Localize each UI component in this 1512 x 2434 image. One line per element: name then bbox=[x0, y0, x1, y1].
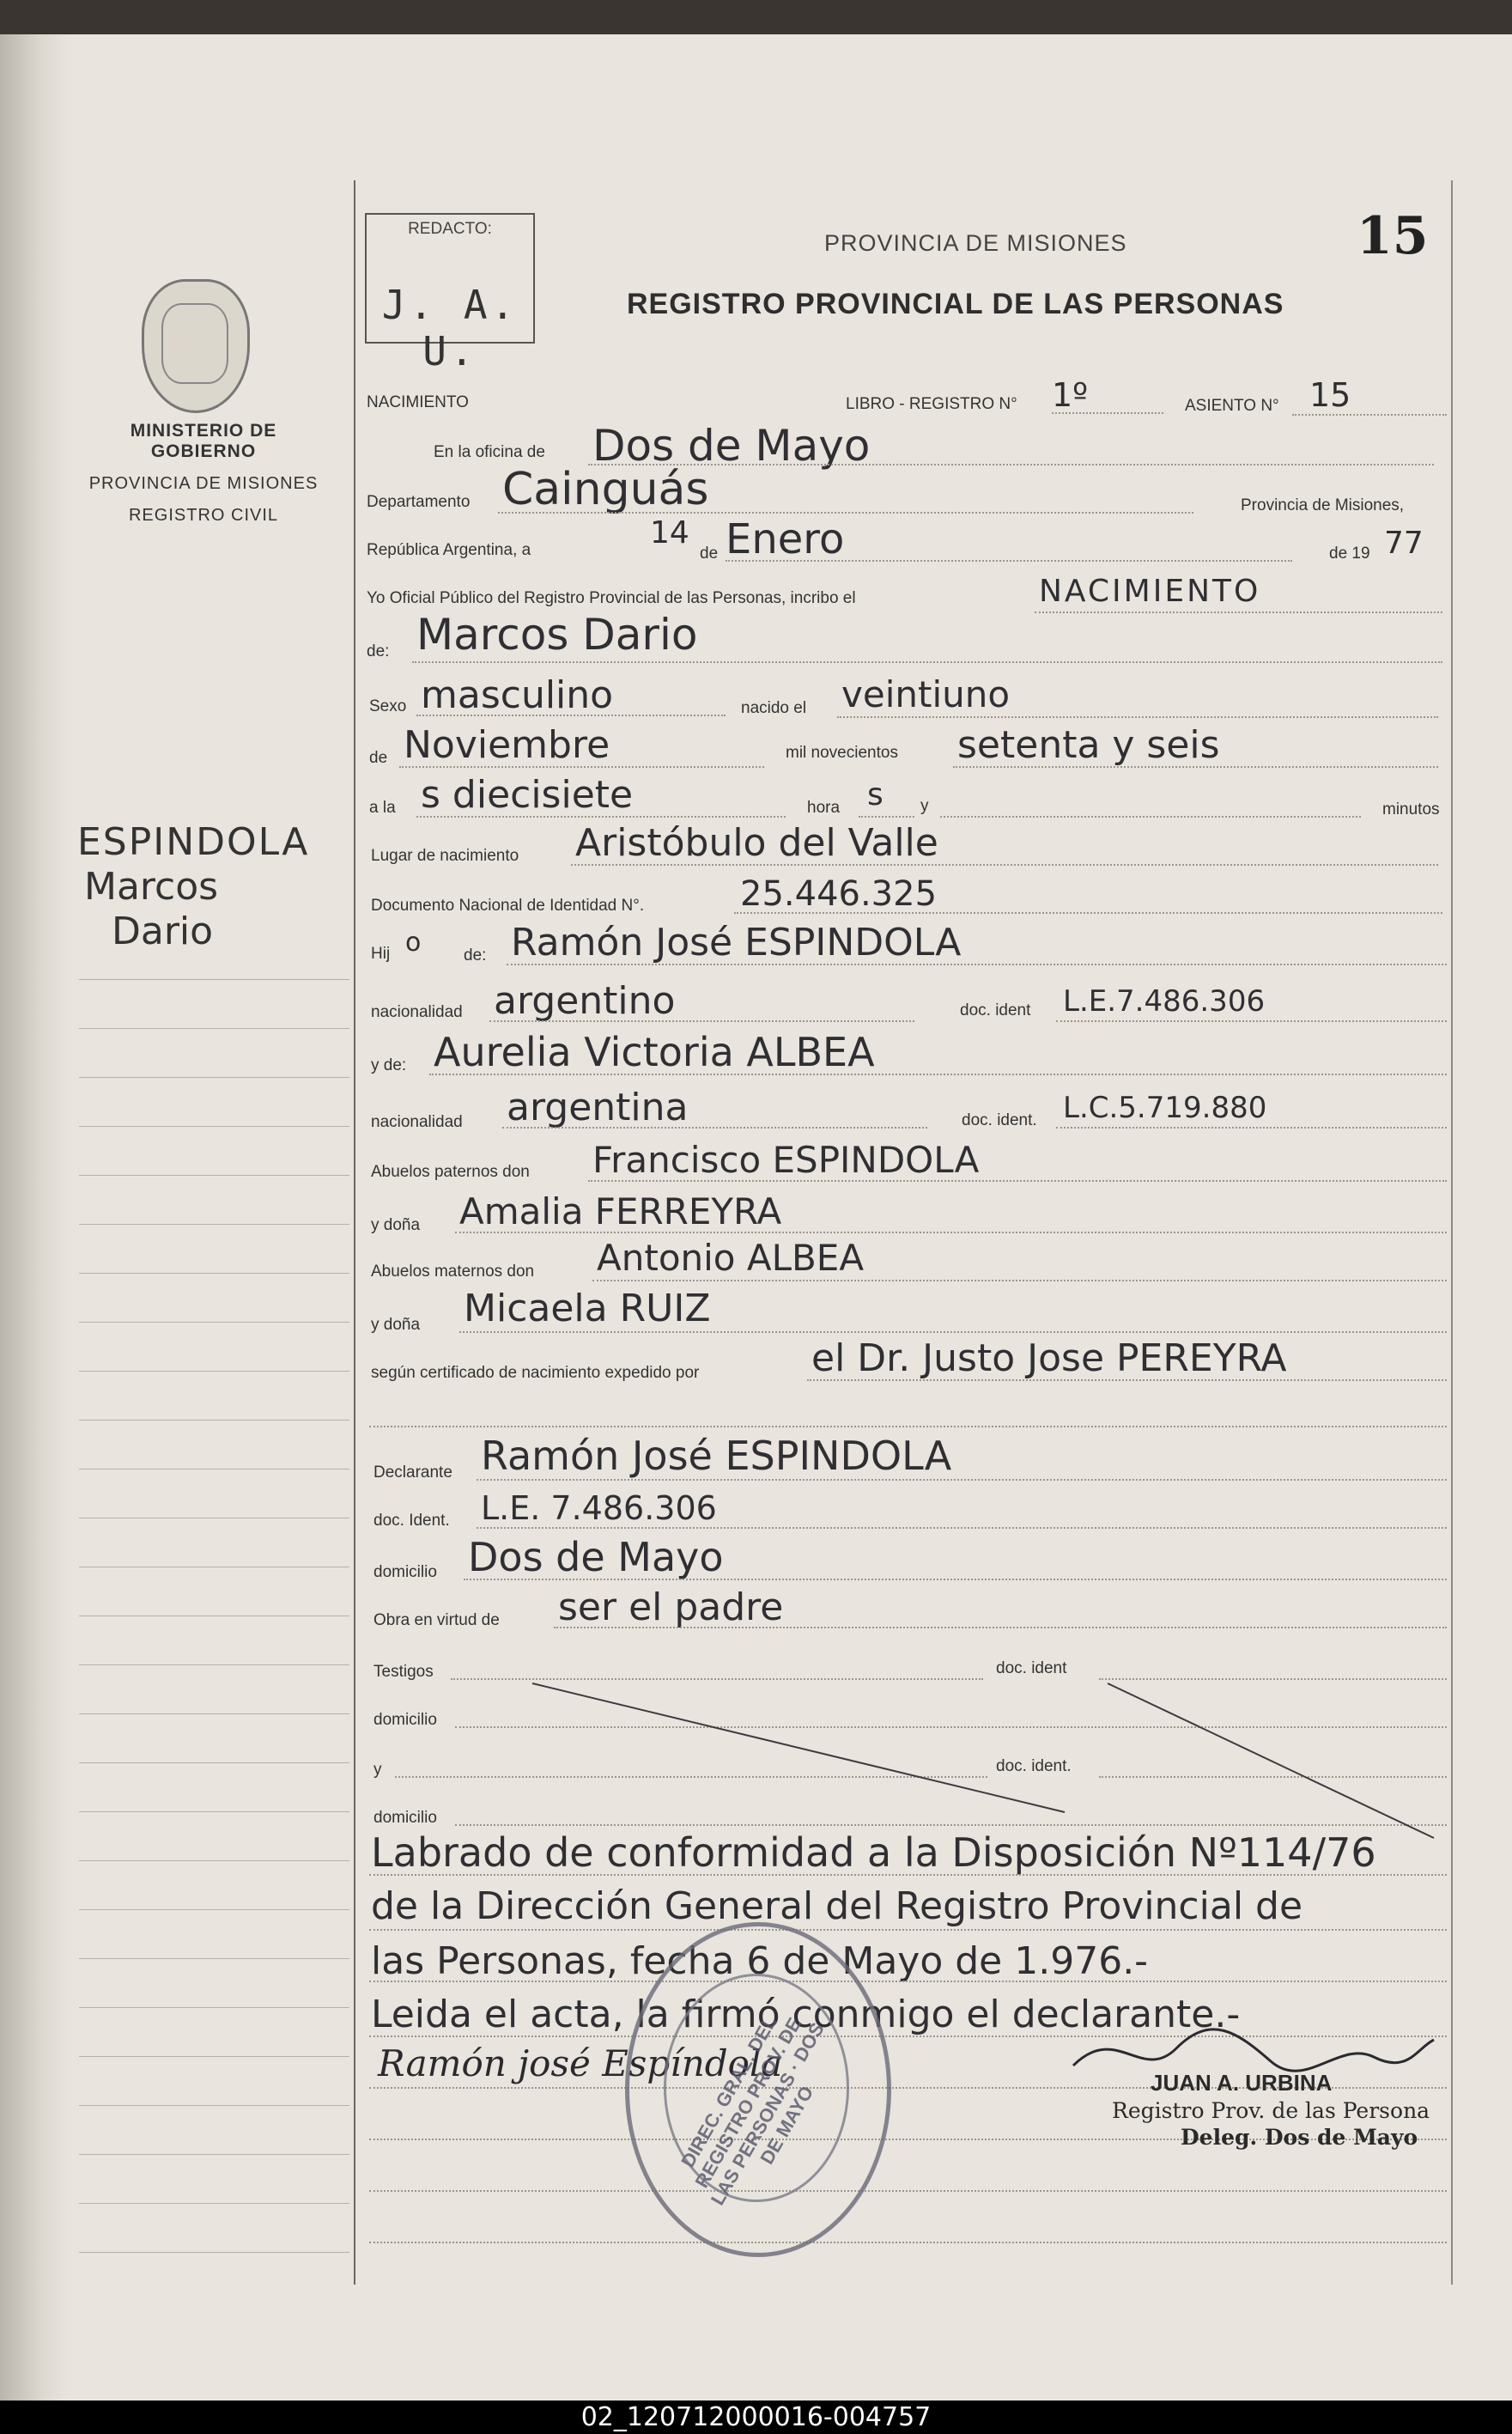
margin-ledger-line bbox=[79, 1028, 349, 1029]
libro-label: LIBRO - REGISTRO N° bbox=[846, 395, 1017, 413]
nacionalidad-madre-value: argentina bbox=[507, 1086, 689, 1129]
y-de-label: y de: bbox=[371, 1056, 407, 1074]
anio-value: 77 bbox=[1384, 526, 1424, 561]
registry-heading: REGISTRO PROVINCIAL DE LAS PERSONAS bbox=[627, 288, 1284, 320]
departamento-value: Cainguás bbox=[502, 464, 709, 515]
abuela-paterna-value: Amalia FERREYRA bbox=[459, 1190, 782, 1232]
mes-nacimiento-value: Noviembre bbox=[404, 723, 610, 767]
ministry-registry: REGISTRO CIVIL bbox=[128, 506, 279, 525]
margin-ledger-line bbox=[79, 1664, 349, 1665]
abuelos-paternos-label: Abuelos paternos don bbox=[371, 1163, 530, 1181]
y2-label: y bbox=[373, 1761, 382, 1779]
nacimiento-label: NACIMIENTO bbox=[367, 393, 469, 411]
margin-ledger-line bbox=[79, 1322, 349, 1323]
margin-second-name: Dario bbox=[112, 910, 214, 953]
redacto-label: REDACTO: bbox=[408, 220, 492, 238]
nacionalidad-label: nacionalidad bbox=[371, 1003, 463, 1021]
a-la-label: a la bbox=[369, 799, 396, 817]
ministry-block bbox=[79, 421, 328, 526]
margin-ledger-line bbox=[79, 1811, 349, 1812]
sexo-label: Sexo bbox=[369, 697, 407, 715]
anio-nacimiento-value: setenta y seis bbox=[957, 723, 1220, 767]
margin-ledger-line bbox=[79, 1273, 349, 1274]
certificado-value: el Dr. Justo Jose PEREYRA bbox=[811, 1336, 1287, 1380]
hijo-label: Hij bbox=[371, 945, 391, 963]
nacido-label: nacido el bbox=[741, 699, 807, 717]
redacto-box bbox=[365, 213, 535, 374]
note-line-1: Labrado de conformidad a la Disposición Nº114/76 bbox=[371, 1829, 1376, 1876]
page-number: 15 bbox=[1357, 206, 1429, 266]
margin-ledger-line bbox=[79, 1713, 349, 1714]
coat-of-arms-emblem bbox=[142, 279, 250, 413]
documento-value: 25.446.325 bbox=[740, 874, 938, 914]
margin-ledger-line bbox=[79, 2203, 349, 2204]
de2-label: de: bbox=[367, 642, 390, 660]
ministry-title: MINISTERIO DE GOBIERNO bbox=[130, 421, 277, 461]
note-line-3: las Personas, fecha 6 de Mayo de 1.976.- bbox=[371, 1939, 1149, 1983]
nacionalidad2-label: nacionalidad bbox=[371, 1113, 463, 1131]
right-frame-line bbox=[1451, 180, 1453, 2285]
de3-label: de bbox=[369, 749, 388, 767]
margin-name-note bbox=[77, 820, 309, 954]
obra-label: Obra en virtud de bbox=[373, 1611, 500, 1629]
hora-s-value: s bbox=[867, 777, 884, 812]
madre-value: Aurelia Victoria ALBEA bbox=[434, 1029, 875, 1075]
ministry-province: PROVINCIA DE MISIONES bbox=[88, 474, 319, 493]
margin-ledger-line bbox=[79, 1909, 349, 1910]
lugar-value: Aristóbulo del Valle bbox=[575, 821, 938, 865]
margin-ledger-line bbox=[79, 1469, 349, 1470]
margin-ledger-line bbox=[79, 1860, 349, 1861]
asiento-label: ASIENTO N° bbox=[1185, 397, 1279, 415]
abuelo-paterno-value: Francisco ESPINDOLA bbox=[592, 1139, 980, 1181]
doc-ident3-label: doc. Ident. bbox=[373, 1512, 450, 1530]
asiento-value: 15 bbox=[1309, 376, 1351, 414]
de-label: de bbox=[700, 545, 719, 563]
oficina-value: Dos de Mayo bbox=[592, 421, 871, 471]
dia-value: 14 bbox=[650, 515, 689, 551]
cancellation-strokes bbox=[361, 1666, 1460, 1855]
image-caption: 02_120712000016-004757 bbox=[0, 2401, 1512, 2434]
domicilio3-label: domicilio bbox=[373, 1809, 437, 1827]
margin-first-name: Marcos bbox=[84, 865, 219, 909]
inscribo-value: NACIMIENTO bbox=[1039, 574, 1261, 609]
margin-ledger-line bbox=[79, 2007, 349, 2008]
doc-madre-value: L.C.5.719.880 bbox=[1063, 1091, 1267, 1125]
margin-ledger-line bbox=[79, 1762, 349, 1763]
nacido-value: veintiuno bbox=[841, 673, 1011, 715]
margin-ledger-line bbox=[79, 1958, 349, 1959]
hora-label: hora bbox=[807, 799, 841, 817]
official-title-2: Deleg. Dos de Mayo bbox=[1181, 2125, 1418, 2150]
province-heading: PROVINCIA DE MISIONES bbox=[824, 230, 1127, 256]
declarant-signature: Ramón josé Espíndola bbox=[378, 2042, 783, 2084]
margin-ledger-line bbox=[79, 2105, 349, 2106]
abuelo-materno-value: Antonio ALBEA bbox=[597, 1237, 865, 1279]
doc-ident4-label: doc. ident bbox=[996, 1659, 1067, 1677]
hora-value: s diecisiete bbox=[421, 773, 634, 817]
mes-value: Enero bbox=[726, 515, 845, 563]
lugar-label: Lugar de nacimiento bbox=[371, 847, 519, 865]
margin-ledger-line bbox=[79, 1175, 349, 1176]
testigos-label: Testigos bbox=[373, 1663, 434, 1681]
declarante-label: Declarante bbox=[373, 1463, 452, 1482]
abuela-materna-value: Micaela RUIZ bbox=[464, 1287, 711, 1330]
margin-ledger-line bbox=[79, 1077, 349, 1078]
mil-novecientos-label: mil novecientos bbox=[786, 744, 898, 762]
obra-value: ser el padre bbox=[558, 1585, 784, 1629]
departamento-label: Departamento bbox=[367, 493, 471, 511]
nacionalidad-padre-value: argentino bbox=[494, 979, 676, 1023]
left-frame-line bbox=[354, 180, 355, 2285]
note-line-2: de la Dirección General del Registro Provincial de bbox=[371, 1884, 1303, 1928]
margin-surname: ESPINDOLA bbox=[77, 820, 310, 864]
doc-ident-label: doc. ident bbox=[960, 1001, 1031, 1019]
doc-ident2-label: doc. ident. bbox=[962, 1111, 1037, 1129]
nombre-value: Marcos Dario bbox=[416, 610, 698, 660]
anio-label: de 19 bbox=[1329, 545, 1370, 563]
margin-ledger-line bbox=[79, 1420, 349, 1421]
page-edge bbox=[0, 34, 69, 2405]
margin-ledger-line bbox=[79, 979, 349, 980]
declarante-value: Ramón José ESPINDOLA bbox=[481, 1433, 952, 1479]
official-name: JUAN A. URBINA bbox=[1151, 2070, 1333, 2096]
note-line-4: Leida el acta, la firmó conmigo el declarante.- bbox=[371, 1993, 1241, 2036]
doc-padre-value: L.E.7.486.306 bbox=[1063, 984, 1266, 1019]
y-dona2-label: y doña bbox=[371, 1316, 421, 1334]
domicilio-value: Dos de Mayo bbox=[468, 1534, 724, 1580]
margin-ledger-line bbox=[79, 1224, 349, 1225]
minutos-label: minutos bbox=[1382, 800, 1440, 818]
sexo-value: masculino bbox=[421, 673, 614, 717]
margin-ledger-line bbox=[79, 2154, 349, 2155]
margin-ledger-line bbox=[79, 2056, 349, 2057]
provincia-label: Provincia de Misiones, bbox=[1241, 496, 1405, 514]
y-dona-label: y doña bbox=[371, 1216, 421, 1234]
doc-declarante-value: L.E. 7.486.306 bbox=[481, 1489, 717, 1527]
official-stamp bbox=[625, 1922, 891, 2257]
libro-value: 1º bbox=[1052, 376, 1089, 414]
official-title-1: Registro Prov. de las Persona bbox=[1112, 2098, 1430, 2123]
abuelos-maternos-label: Abuelos maternos don bbox=[371, 1263, 535, 1281]
doc-ident5-label: doc. ident. bbox=[996, 1757, 1072, 1775]
segun-certificado-label: según certificado de nacimiento expedido por bbox=[371, 1364, 700, 1382]
yo-oficial-label: Yo Oficial Público del Registro Provincial de las Personas, incribo el bbox=[367, 589, 856, 607]
margin-ledger-line bbox=[79, 2252, 349, 2253]
de4-label: de: bbox=[464, 946, 487, 964]
documento-label: Documento Nacional de Identidad N°. bbox=[371, 897, 645, 915]
domicilio-label: domicilio bbox=[373, 1563, 437, 1581]
hijo-suffix-value: o bbox=[405, 928, 422, 958]
redacto-initials: J. A. U. bbox=[381, 282, 519, 374]
oficina-label: En la oficina de bbox=[434, 443, 545, 461]
republica-label: República Argentina, a bbox=[367, 541, 531, 559]
margin-ledger-line bbox=[79, 1371, 349, 1372]
stamp-text: DIREC. GRAL. DEL REGISTRO PROV. DE LAS PERSONAS · DOS DE MAYO bbox=[677, 2011, 829, 2209]
padre-value: Ramón José ESPINDOLA bbox=[511, 921, 962, 964]
margin-ledger-line bbox=[79, 1126, 349, 1127]
y-label: y bbox=[920, 797, 929, 815]
domicilio2-label: domicilio bbox=[373, 1711, 437, 1729]
